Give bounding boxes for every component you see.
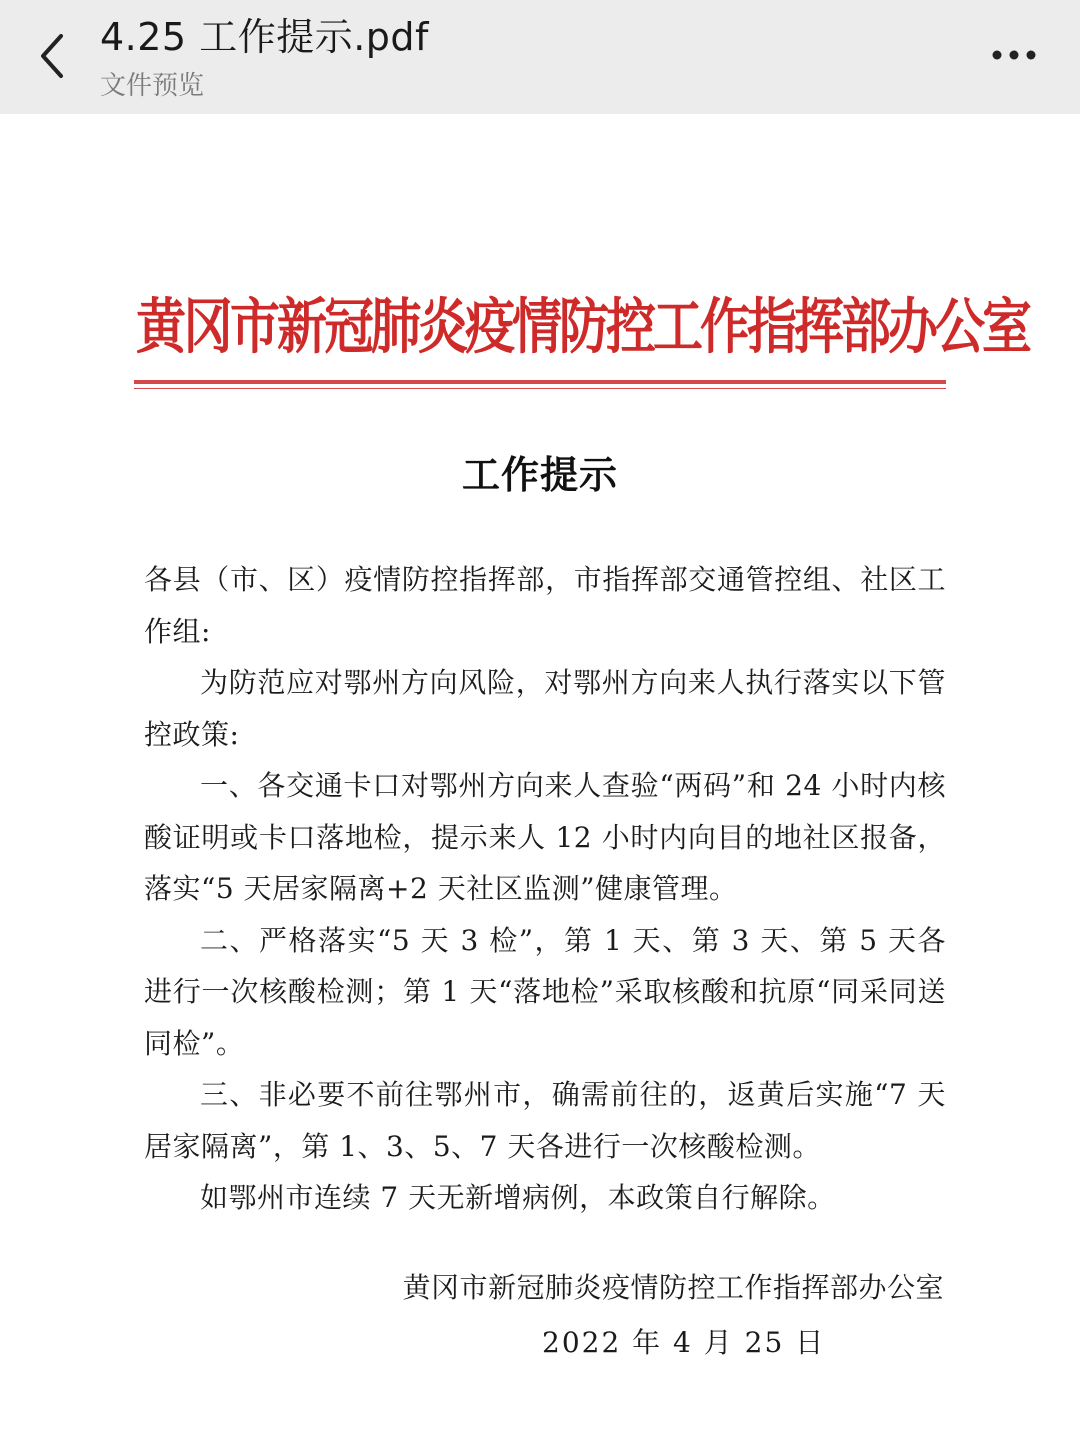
item-3-paragraph: 三、非必要不前往鄂州市，确需前往的，返黄后实施“7 天居家隔离”，第 1、3、5、7 天各进行一次核酸检测。 xyxy=(144,1078,946,1163)
item-1-paragraph: 一、各交通卡口对鄂州方向来人查验“两码”和 24 小时内核酸证明或卡口落地检，提示来人 12 小时内向目的地社区报备，落实“5 天居家隔离+2 天社区监测”健康管理。 xyxy=(144,769,946,905)
pdf-page xyxy=(0,114,1080,1429)
title-block xyxy=(100,10,429,106)
intro-paragraph: 为防范应对鄂州方向风险，对鄂州方向来人执行落实以下管控政策: xyxy=(144,666,946,751)
letterhead-rule xyxy=(134,380,946,384)
file-title: 4.25 工作提示.pdf xyxy=(100,15,429,59)
signature-date: 2022 年 4 月 25 日 xyxy=(542,1326,826,1359)
letterhead-rule-thin xyxy=(134,388,946,389)
more-horizontal-icon xyxy=(991,49,1037,61)
closing-paragraph: 如鄂州市连续 7 天无新增病例，本政策自行解除。 xyxy=(200,1181,836,1214)
recipients-paragraph: 各县（市、区）疫情防控指挥部，市指挥部交通管控组、社区工作组: xyxy=(144,563,946,648)
item-2-paragraph: 二、严格落实“5 天 3 检”，第 1 天、第 3 天、第 5 天各进行一次核酸检测；第 1 天“落地检”采取核酸和抗原“同采同送同检”。 xyxy=(144,923,946,1060)
chevron-left-icon xyxy=(37,32,67,80)
document-body xyxy=(144,554,946,1224)
back-button[interactable] xyxy=(24,24,80,88)
letterhead: 黄冈市新冠肺炎疫情防控工作指挥部办公室 xyxy=(136,291,1029,362)
more-button[interactable] xyxy=(984,30,1044,80)
top-bar xyxy=(0,0,1080,114)
signature-organization: 黄冈市新冠肺炎疫情防控工作指挥部办公室 xyxy=(402,1271,944,1304)
file-subtitle: 文件预览 xyxy=(100,71,205,101)
document-title: 工作提示 xyxy=(461,452,618,497)
